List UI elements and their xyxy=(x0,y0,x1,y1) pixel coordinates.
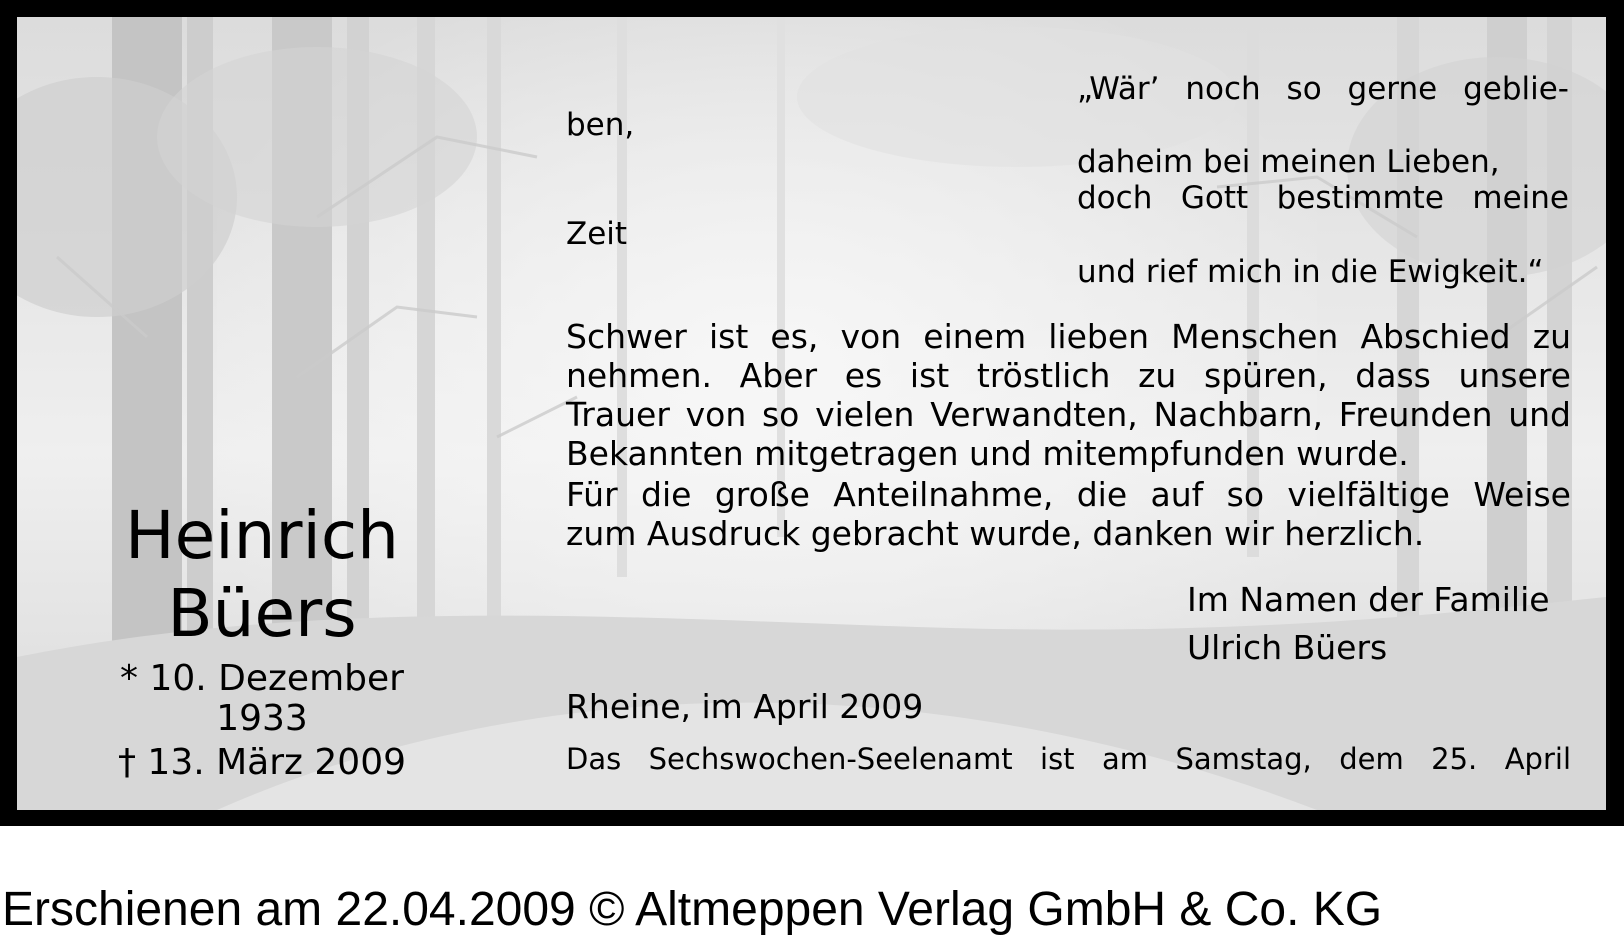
paragraph-line: Für die große Anteilnahme, die auf so vielfältige Weise xyxy=(566,475,1571,514)
mass-info: Das Sechswochen-Seelenamt ist am Samstag, dem 25. April xyxy=(566,742,1571,776)
birth-date-line-1: * 10. Dezember xyxy=(120,658,404,699)
signature-line-1: Im Namen der Familie xyxy=(1187,580,1550,619)
poem-line-6: und rief mich in die Ewigkeit.“ xyxy=(1077,254,1544,290)
notice-panel xyxy=(17,17,1606,810)
paragraph-line: nehmen. Aber es ist tröstlich zu spüren, dass unsere xyxy=(566,356,1571,395)
paragraph-line: Schwer ist es, von einem lieben Menschen Abschied zu xyxy=(566,317,1571,356)
poem-line-1: „Wär’ noch so gerne geblie- xyxy=(1077,71,1569,107)
paragraph-line: Trauer von so vielen Verwandten, Nachbarn, Freunden und xyxy=(566,395,1571,434)
place-date: Rheine, im April 2009 xyxy=(566,687,924,726)
signature-line-2: Ulrich Büers xyxy=(1187,628,1388,667)
poem-line-5: Zeit xyxy=(566,216,628,252)
deceased-block xyxy=(37,497,487,785)
deceased-last-name: Büers xyxy=(167,575,357,652)
paragraph-line: Bekannten mitgetragen und mitempfunden wurde. xyxy=(566,434,1409,473)
poem-line-2: ben, xyxy=(566,107,635,143)
poem-line-3: daheim bei meinen Lieben, xyxy=(1077,144,1500,180)
paragraph-line: zum Ausdruck gebracht wurde, danken wir herzlich. xyxy=(566,514,1425,553)
deceased-first-name: Heinrich xyxy=(125,497,399,574)
poem-line-4: doch Gott bestimmte meine xyxy=(1077,180,1569,216)
publication-credit: Erschienen am 22.04.2009 © Altmeppen Verlag GmbH & Co. KG xyxy=(2,883,1383,936)
birth-date-line-2: 1933 xyxy=(216,698,308,739)
thanks-paragraph-1 xyxy=(566,317,1571,473)
thanks-paragraph-2 xyxy=(566,475,1571,553)
death-date-line: † 13. März 2009 xyxy=(117,742,407,783)
